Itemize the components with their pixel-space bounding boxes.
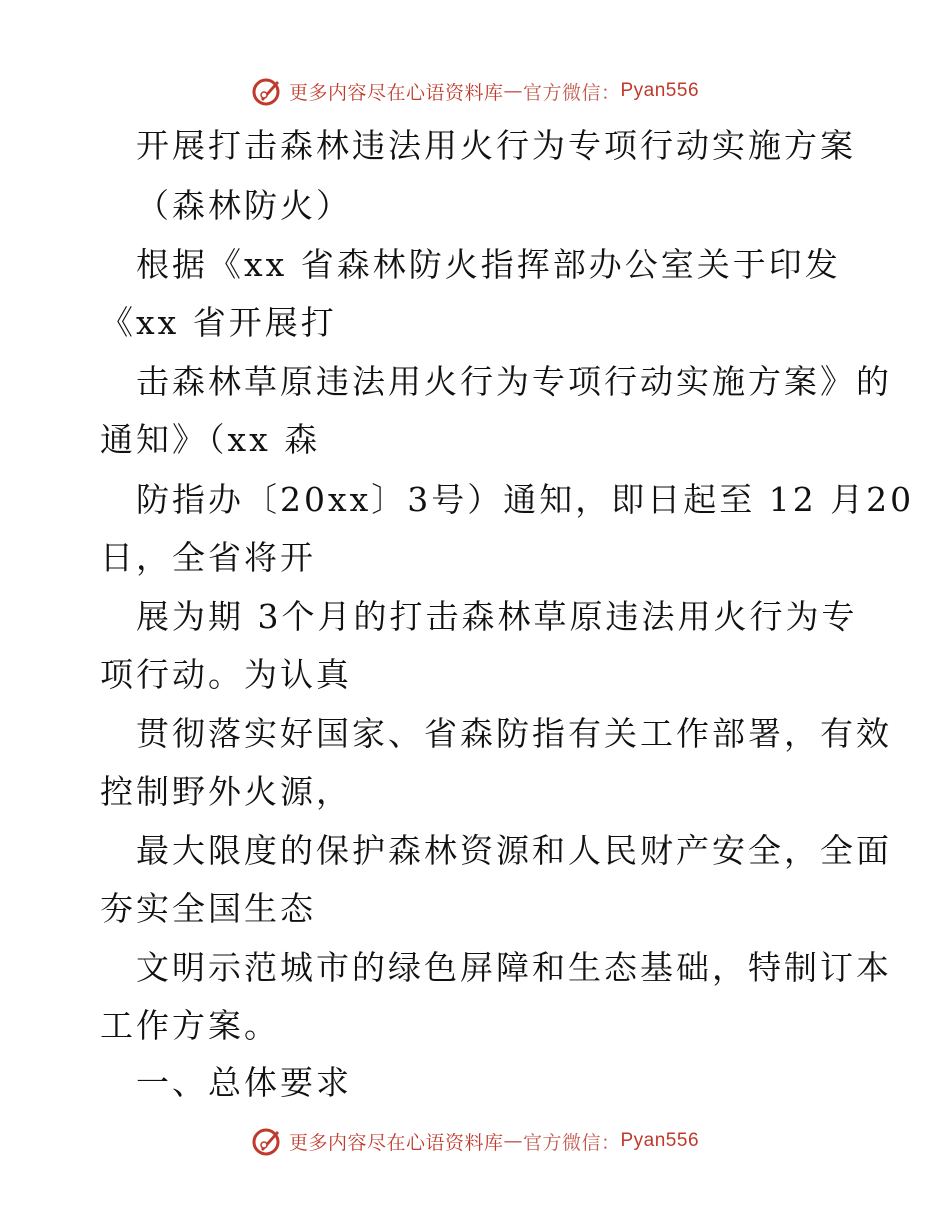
watermark-separator: —: [503, 80, 523, 102]
document-title: 开展打击森林违法用火行为专项行动实施方案: [136, 126, 856, 165]
quill-logo-icon: [251, 1125, 283, 1157]
paragraph-line: 工作方案。: [100, 1006, 280, 1045]
paragraph-line: 日，全省将开: [100, 538, 316, 577]
paragraph-line: 夯实全国生态: [100, 889, 316, 928]
watermark-text: 更多内容尽在心语资料库: [288, 81, 504, 104]
watermark-wechat-id: Pyan556: [620, 1130, 700, 1151]
paragraph-line: 击森林草原违法用火行为专项行动实施方案》的: [136, 362, 892, 401]
paragraph-line: 展为期 3个月的打击森林草原违法用火行为专: [136, 597, 858, 636]
paragraph-line: 项行动。为认真: [100, 655, 352, 694]
quill-logo-icon: [251, 75, 283, 107]
paragraph-line: 《xx 省开展打: [100, 303, 337, 342]
paragraph-line: 文明示范城市的绿色屏障和生态基础，特制订本: [136, 948, 892, 987]
section-heading: 一、总体要求: [136, 1063, 352, 1102]
paragraph-line: 根据《xx 省森林防火指挥部办公室关于印发: [136, 245, 841, 284]
header-watermark: [0, 71, 950, 111]
paragraph-line: 防指办〔20xx〕3号）通知，即日起至 12 月20: [136, 480, 915, 519]
document-subtitle: （森林防火）: [136, 186, 352, 225]
paragraph-line: 最大限度的保护森林资源和人民财产安全，全面: [136, 831, 892, 870]
footer-watermark: [0, 1121, 950, 1161]
watermark-wechat-label: 官方微信：: [522, 81, 621, 104]
watermark-text: 更多内容尽在心语资料库: [288, 1131, 504, 1154]
paragraph-line: 通知》（xx 森: [100, 420, 321, 459]
watermark-wechat-id: Pyan556: [620, 80, 700, 101]
paragraph-line: 贯彻落实好国家、省森防指有关工作部署，有效: [136, 714, 892, 753]
watermark-wechat-label: 官方微信：: [522, 1131, 621, 1154]
paragraph-line: 控制野外火源，: [100, 772, 352, 811]
watermark-separator: —: [503, 1130, 523, 1152]
